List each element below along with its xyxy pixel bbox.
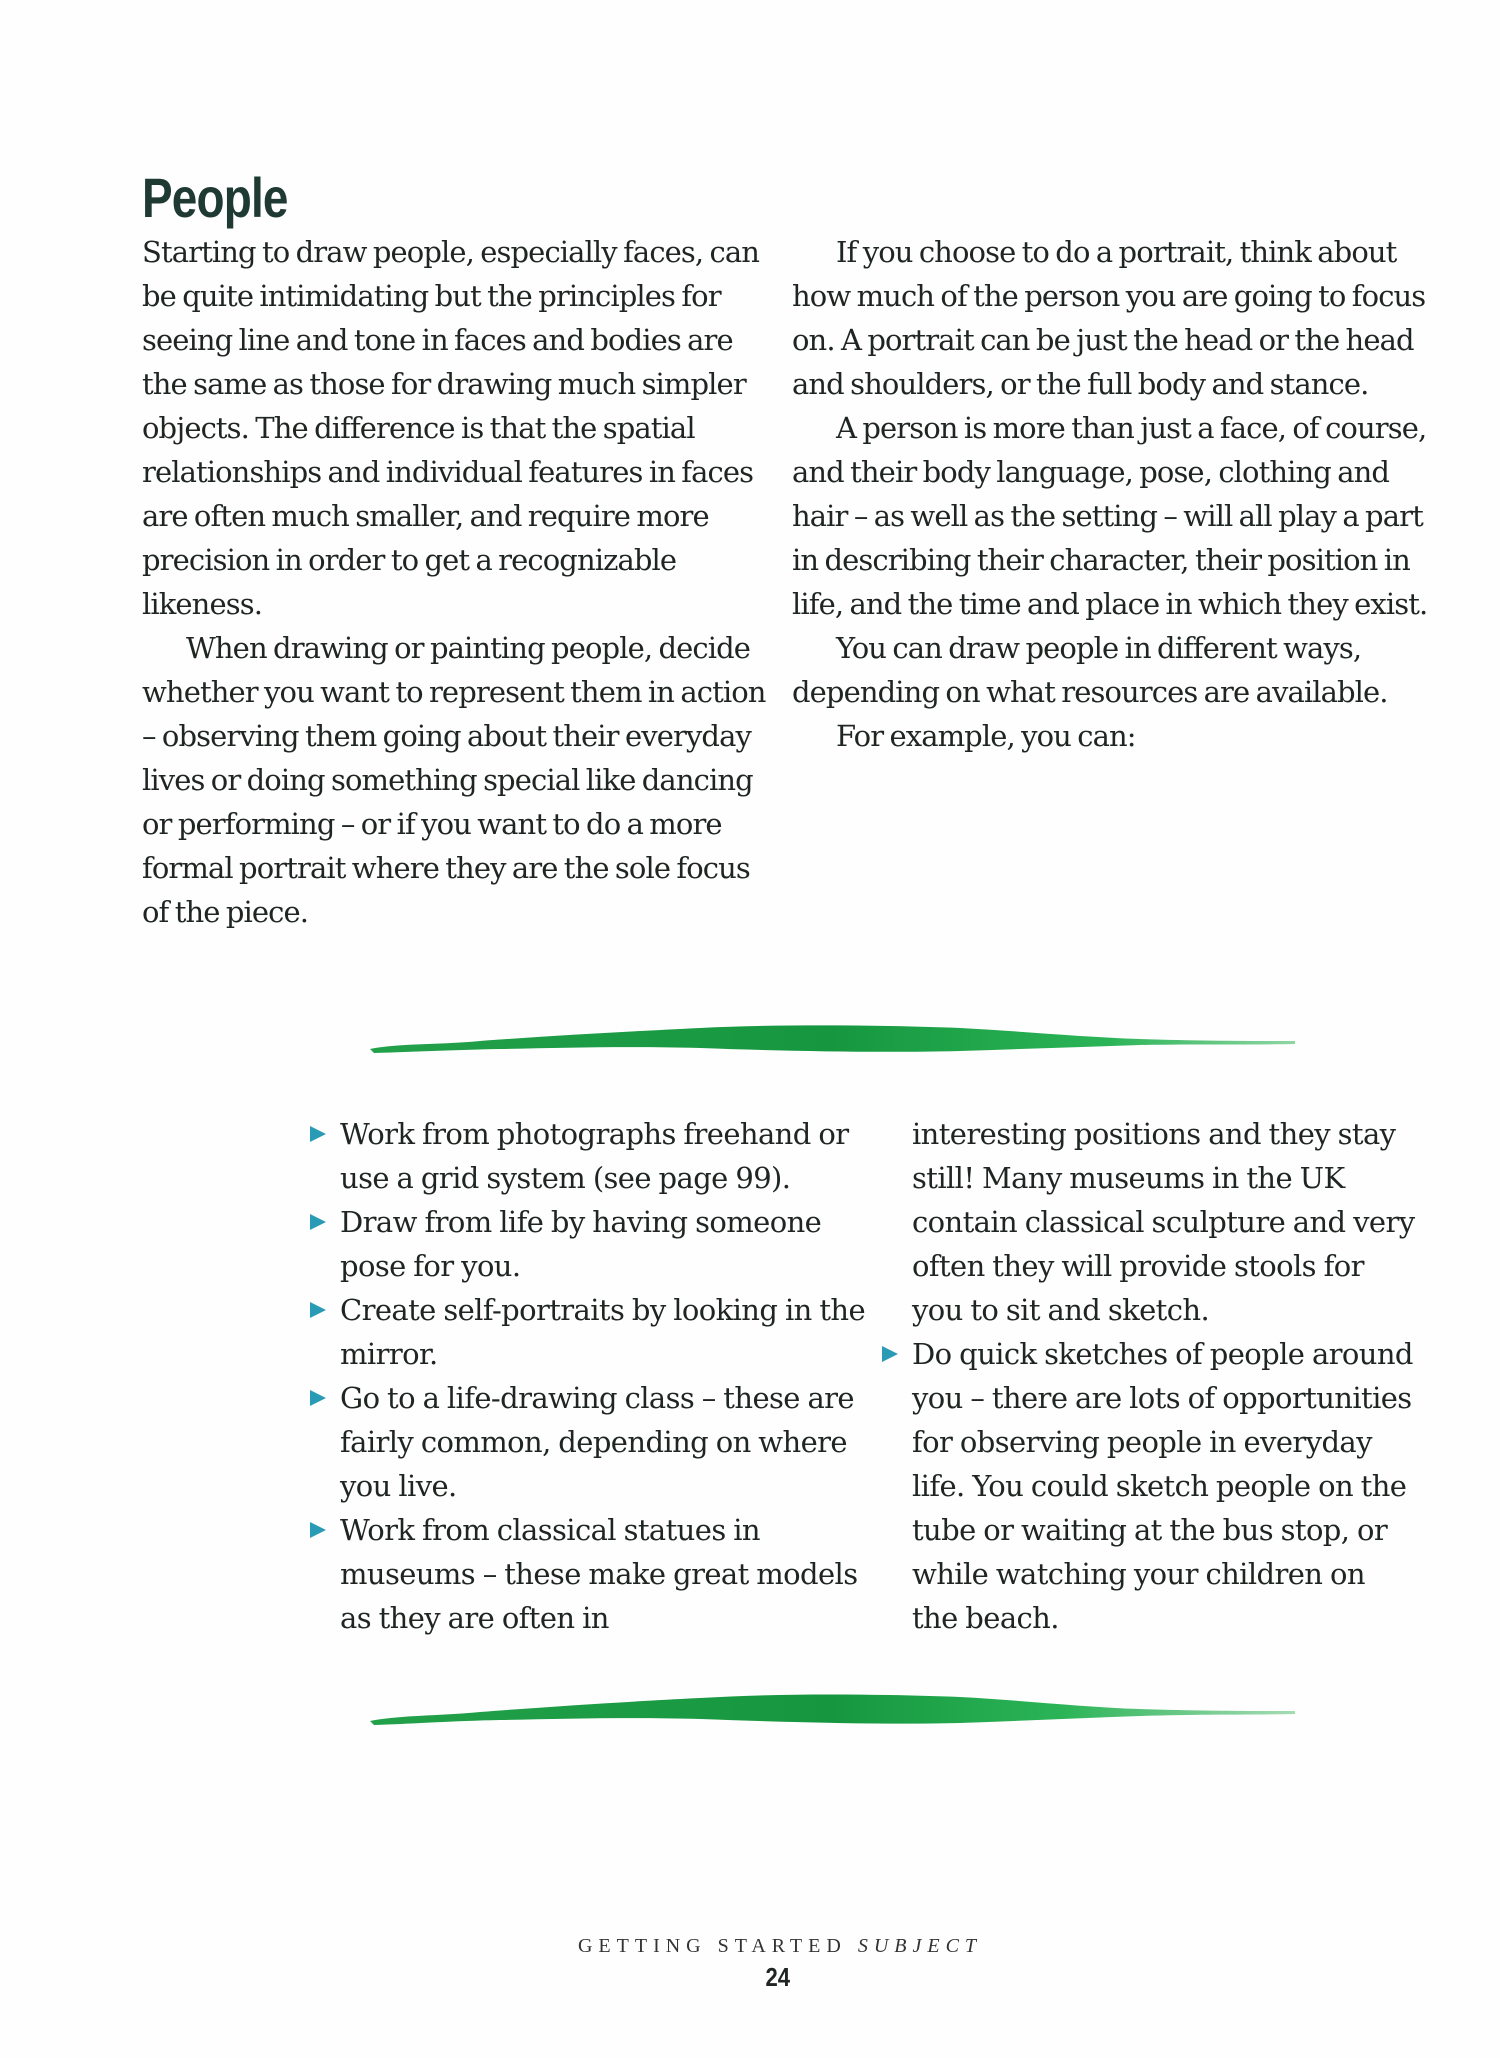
- intro-paragraph: For example, you can:: [836, 719, 1136, 753]
- list-item: [306, 1200, 866, 1288]
- list-item-text: Work from classical statues in museums – these make great models as they are often in: [340, 1513, 858, 1635]
- list-item-text: interesting positions and they stay still! Many museums in the UK contain classical sculpture and very often they will provide stools for you to sit and sketch.: [912, 1117, 1415, 1327]
- list-item-text: Go to a life-drawing class – these are fairly common, depending on where you live.: [340, 1381, 854, 1503]
- section-heading: People: [142, 166, 288, 229]
- intro-paragraph: When drawing or painting people, decide whether you want to represent them in action – observing them going about their everyday lives or doing something special like dancing or performing – or if you want to do a more formal portrait where they are the sole focus of the piece.: [142, 631, 766, 929]
- triangle-bullet-icon: [310, 1522, 326, 1538]
- intro-paragraph: Starting to draw people, especially faces, can be quite intimidating but the principles for seeing line and tone in faces and bodies are the same as those for drawing much simpler objects. The difference is that the spatial relationships and individual features in faces are often much smaller, and require more precision in order to get a recognizable likeness.: [142, 235, 760, 621]
- triangle-bullet-icon: [310, 1390, 326, 1406]
- page-number: 24: [765, 1962, 791, 1992]
- triangle-bullet-icon: [882, 1346, 898, 1362]
- list-item-text: Create self-portraits by looking in the mirror.: [340, 1293, 866, 1371]
- intro-paragraph: A person is more than just a face, of course, and their body language, pose, clothing and hair – as well as the setting – will all play a part in describing their character, their position in life, and the time and place in which they exist.: [792, 411, 1428, 621]
- list-item-text: Work from photographs freehand or use a grid system (see page 99).: [340, 1117, 849, 1195]
- examples-list-left: [306, 1112, 866, 1640]
- examples-list-right: [878, 1112, 1418, 1640]
- intro-paragraph: You can draw people in different ways, depending on what resources are available.: [792, 631, 1388, 709]
- list-item-continuation: [878, 1112, 1418, 1332]
- triangle-bullet-icon: [310, 1214, 326, 1230]
- green-brush-stroke-divider: [360, 1015, 1300, 1075]
- list-item: [306, 1112, 866, 1200]
- list-item: [878, 1332, 1418, 1640]
- intro-paragraph: If you choose to do a portrait, think about how much of the person you are going to focus on. A portrait can be just the head or the head and shoulders, or the full body and stance.: [792, 235, 1426, 401]
- intro-left-column: [142, 230, 782, 934]
- footer-subsection-label: SUBJECT: [857, 1935, 983, 1957]
- list-item: [306, 1508, 866, 1640]
- green-brush-stroke-divider: [360, 1685, 1300, 1745]
- triangle-bullet-icon: [310, 1302, 326, 1318]
- list-item: [306, 1376, 866, 1508]
- list-item-text: Do quick sketches of people around you – there are lots of opportunities for observing people in everyday life. You could sketch people on the tube or waiting at the bus stop, or while watching your children on the beach.: [912, 1337, 1413, 1635]
- footer-section-label: GETTING STARTED: [577, 1935, 847, 1957]
- intro-right-column: [792, 230, 1432, 758]
- triangle-bullet-icon: [310, 1126, 326, 1142]
- list-item-text: Draw from life by having someone pose for you.: [340, 1205, 822, 1283]
- running-footer: [0, 1935, 1500, 1958]
- list-item: [306, 1288, 866, 1376]
